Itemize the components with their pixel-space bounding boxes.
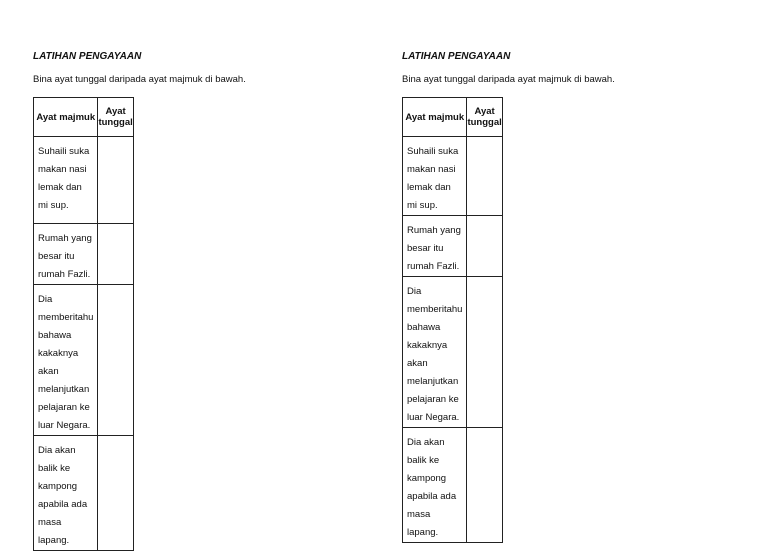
ayat-majmuk-cell: Rumah yang besar itu rumah Fazli. xyxy=(34,224,98,285)
table-row xyxy=(34,436,134,551)
table-row xyxy=(403,277,503,428)
ayat-tunggal-answer-cell[interactable] xyxy=(98,137,133,224)
worksheet-title: LATIHAN PENGAYAAN xyxy=(33,51,142,62)
ayat-majmuk-cell: Dia memberitahu bahawa kakaknya akan melanjutkan pelajaran ke luar Negara. xyxy=(403,277,467,428)
ayat-tunggal-answer-cell[interactable] xyxy=(467,137,502,216)
ayat-majmuk-cell: Rumah yang besar itu rumah Fazli. xyxy=(403,216,467,277)
ayat-majmuk-cell: Dia akan balik ke kampong apabila ada masa lapang. xyxy=(34,436,98,551)
ayat-majmuk-cell: Dia akan balik ke kampong apabila ada masa lapang. xyxy=(403,428,467,543)
header-ayat-majmuk: Ayat majmuk xyxy=(403,98,467,137)
ayat-majmuk-cell: Suhaili suka makan nasi lemak dan mi sup. xyxy=(34,137,98,224)
ayat-majmuk-cell: Dia memberitahu bahawa kakaknya akan melanjutkan pelajaran ke luar Negara. xyxy=(34,285,98,436)
ayat-tunggal-answer-cell[interactable] xyxy=(467,428,502,543)
ayat-tunggal-answer-cell[interactable] xyxy=(467,216,502,277)
header-ayat-tunggal: Ayat tunggal xyxy=(98,98,133,137)
table-row xyxy=(403,216,503,277)
header-ayat-majmuk: Ayat majmuk xyxy=(34,98,98,137)
exercise-table xyxy=(402,97,503,543)
worksheet-instruction: Bina ayat tunggal daripada ayat majmuk di bawah. xyxy=(33,74,246,85)
table-row xyxy=(403,137,503,216)
table-row xyxy=(34,224,134,285)
table-row xyxy=(34,137,134,224)
table-header-row xyxy=(403,98,503,137)
exercise-table xyxy=(33,97,134,551)
table-row xyxy=(403,428,503,543)
ayat-tunggal-answer-cell[interactable] xyxy=(98,436,133,551)
table-header-row xyxy=(34,98,134,137)
ayat-majmuk-cell: Suhaili suka makan nasi lemak dan mi sup. xyxy=(403,137,467,216)
header-ayat-tunggal: Ayat tunggal xyxy=(467,98,502,137)
worksheet-title: LATIHAN PENGAYAAN xyxy=(402,51,511,62)
table-row xyxy=(34,285,134,436)
ayat-tunggal-answer-cell[interactable] xyxy=(98,285,133,436)
worksheet-instruction: Bina ayat tunggal daripada ayat majmuk di bawah. xyxy=(402,74,615,85)
ayat-tunggal-answer-cell[interactable] xyxy=(98,224,133,285)
ayat-tunggal-answer-cell[interactable] xyxy=(467,277,502,428)
